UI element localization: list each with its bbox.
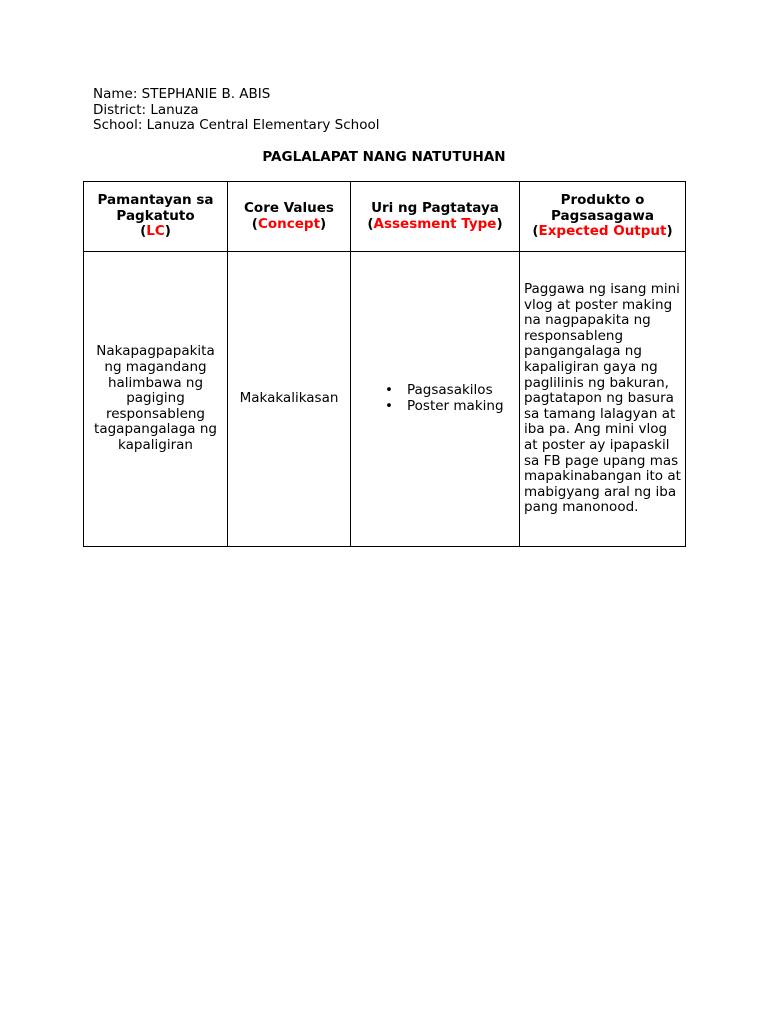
header-assessment-type: Uri ng Pagtataya (Assesment Type) (351, 182, 520, 252)
lesson-table (83, 181, 686, 547)
cell-core-value: Makakalikasan (228, 252, 351, 547)
document-title: PAGLALAPAT NANG NATUTUHAN (262, 149, 506, 165)
list-item: • Poster making (385, 398, 504, 414)
header-core-values: Core Values (Concept) (228, 182, 351, 252)
bullet-icon: • (385, 382, 393, 399)
cell-assessment (351, 252, 520, 547)
concept-highlight: Concept (257, 215, 321, 232)
school-line: School: Lanuza Central Elementary School (93, 117, 380, 133)
list-item: • Pagsasakilos (385, 382, 493, 399)
assessment-highlight: Assesment Type (373, 215, 497, 232)
district-line: District: Lanuza (93, 101, 199, 118)
assessment-list (355, 383, 515, 414)
document-header (93, 87, 379, 134)
output-highlight: Expected Output (538, 223, 667, 240)
header-expected-output: Produkto o Pagsasagawa (Expected Output) (520, 182, 686, 252)
cell-expected-output: Paggawa ng isang mini vlog at poster making na nagpapakita ng responsableng pangangalaga ng kapaligiran gaya ng paglilinis ng bakuran, pagtatapon ng basura sa tamang lalagyan at iba pa. Ang mini vlog at poster ay ipapaskil sa FB page upang mas mapakinabangan ito at mabigyang aral ng iba pang manonood. (520, 252, 686, 547)
name-line: Name: STEPHANIE B. ABIS (93, 86, 271, 102)
table-row (84, 252, 686, 547)
cell-learning-competency: Nakapagpapakita ng magandang halimbawa ng pagiging responsableng tagapangalaga ng kapaligiran (84, 252, 228, 547)
bullet-icon: • (385, 398, 393, 414)
table-header-row (84, 182, 686, 252)
header-learning-competency: Pamantayan sa Pagkatuto (LC) (84, 182, 228, 252)
lc-highlight: LC (146, 223, 165, 240)
